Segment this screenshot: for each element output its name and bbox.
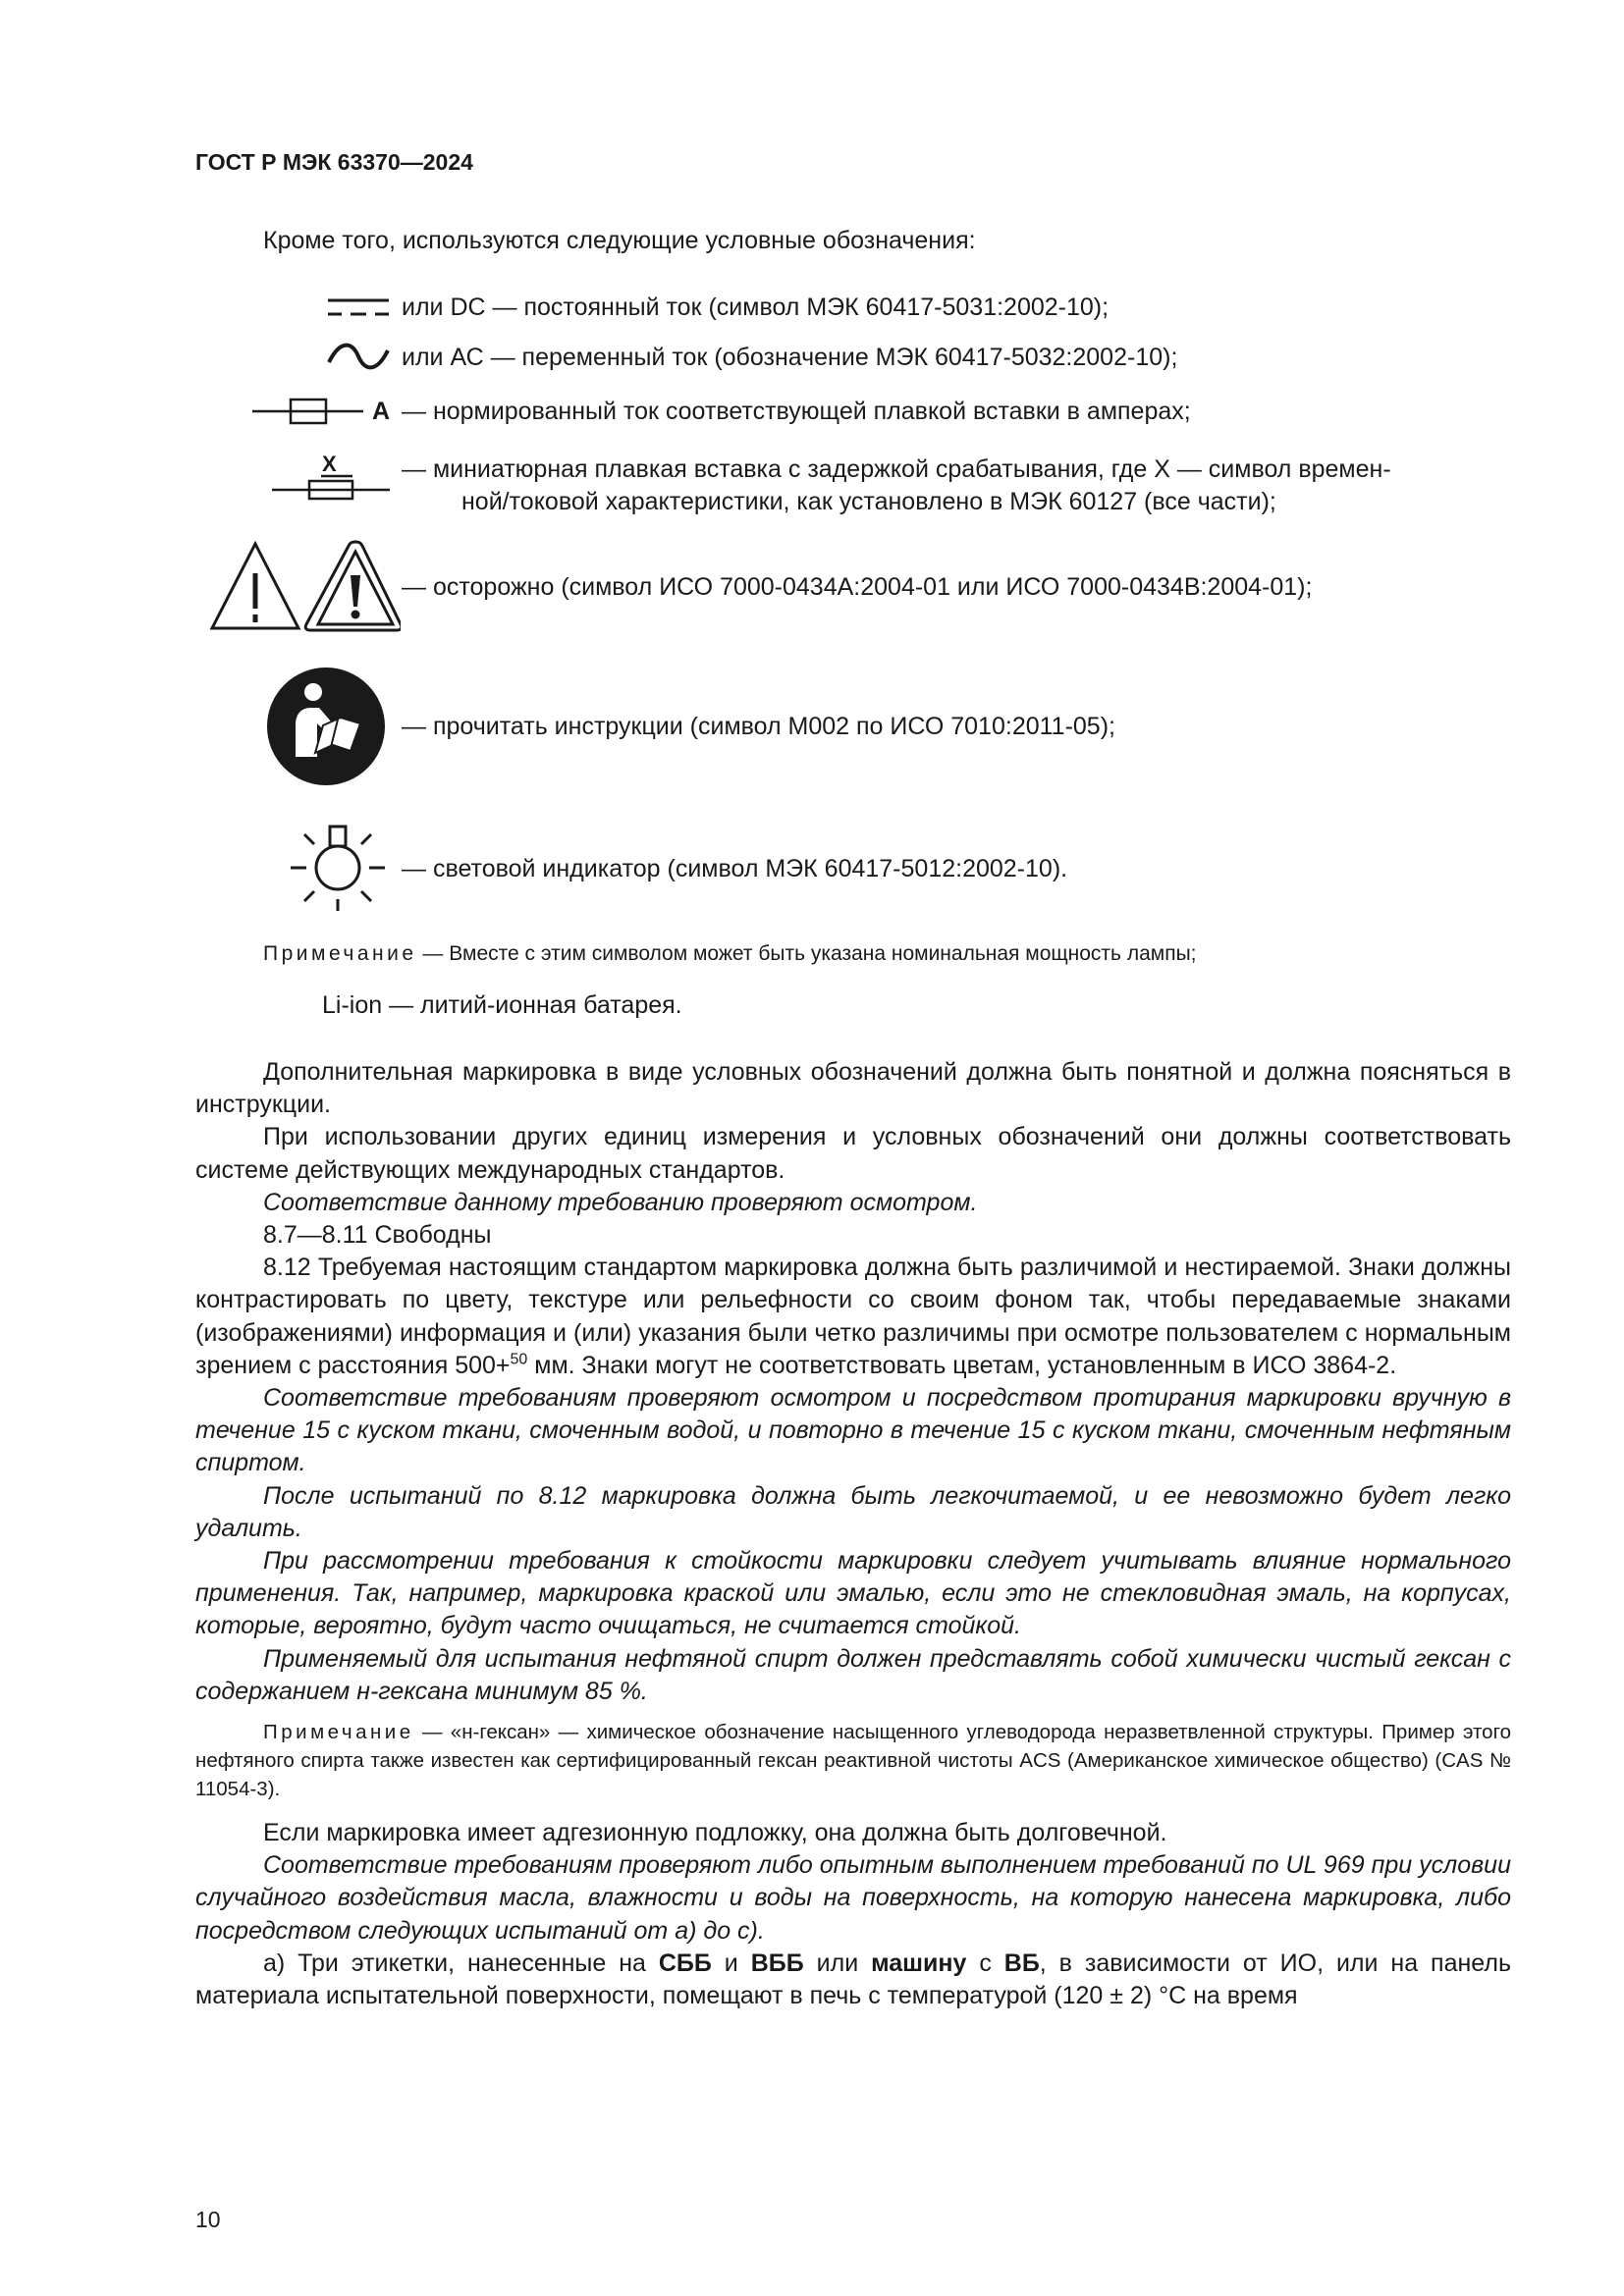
liion-description: Li-ion — литий-ионная батарея. bbox=[322, 991, 682, 1019]
caution-description: — осторожно (символ ИСО 7000-0434А:2004-01 или ИСО 7000-0434В:2004-01); bbox=[402, 573, 1313, 601]
note-text: — Вместе с этим символом может быть указана номинальная мощность лампы; bbox=[416, 942, 1197, 965]
ac-description: или АС — переменный ток (обозначение МЭК 60417-5032:2002-10); bbox=[402, 344, 1178, 371]
term-bold: СББ bbox=[658, 1949, 712, 1977]
note-label: Примечание bbox=[263, 1721, 414, 1744]
paragraph-italic: При рассмотрении требования к стойкости маркировки следует учитывать влияние нормального применения. Так, например, маркировка краской или эмалью, если это не стекловидная эмаль, на корпусах, которые, вероятно, будут часто очищаться, не считается стойкой. bbox=[195, 1547, 1511, 1640]
paragraph-list-a bbox=[195, 1948, 1511, 2012]
text-run: а) Три этикетки, нанесенные на bbox=[263, 1949, 659, 1977]
text-run: или bbox=[803, 1949, 872, 1977]
minifuse-line2: ной/токовой характеристики, как установлено в МЭК 60127 (все части); bbox=[461, 488, 1276, 515]
term-bold: машину bbox=[871, 1949, 967, 1977]
paragraph: Дополнительная маркировка в виде условных обозначений должна быть понятной и должна поясняться в инструкции. bbox=[195, 1058, 1511, 1119]
paragraph-italic: После испытаний по 8.12 маркировка должна быть легкочитаемой, и ее невозможно будет легко удалить. bbox=[195, 1481, 1511, 1542]
minifuse-letter: X bbox=[322, 452, 337, 476]
tolerance-superscript: 50 bbox=[510, 1351, 528, 1368]
note-text: — «н-гексан» — химическое обозначение насыщенного углеводорода неразветвленной структуры. Пример этого нефтяного спирта также известен как сертифицированный гексан реактивной чистоты ACS (Американское химическое общество) (CAS № 11054-3). bbox=[195, 1721, 1511, 1801]
paragraph-italic: Соответствие данному требованию проверяют осмотром. bbox=[263, 1188, 978, 1216]
paragraph: При использовании других единиц измерения и условных обозначений они должны соответствовать системе действующих международных стандартов. bbox=[195, 1123, 1511, 1184]
read-instructions-description: — прочитать инструкции (символ М002 по ИСО 7010:2011-05); bbox=[402, 713, 1115, 740]
paragraph-8-12 bbox=[195, 1252, 1511, 1382]
fuse-letter: A bbox=[372, 398, 391, 425]
minifuse-description bbox=[402, 454, 1521, 518]
ac-icon bbox=[326, 343, 391, 370]
lamp-indicator-icon bbox=[287, 819, 389, 913]
document-header: ГОСТ Р МЭК 63370—2024 bbox=[195, 149, 473, 175]
note-hexane bbox=[195, 1718, 1511, 1803]
term-bold: ВББ bbox=[750, 1949, 804, 1977]
dc-description: или DC — постоянный ток (символ МЭК 60417-5031:2002-10); bbox=[402, 294, 1110, 321]
minifuse-line1: — миниатюрная плавкая вставка с задержкой срабатывания, где X — символ времен- bbox=[402, 455, 1391, 483]
dc-icon bbox=[326, 294, 391, 320]
paragraph-italic: Применяемый для испытания нефтяной спирт должен представлять собой химически чистый гексан с содержанием н-гексана минимум 85 %. bbox=[195, 1644, 1511, 1705]
read-instructions-icon bbox=[266, 667, 386, 786]
lamp-description: — световой индикатор (символ МЭК 60417-5012:2002-10). bbox=[402, 855, 1068, 882]
note-label: Примечание bbox=[263, 942, 417, 965]
note-lamp bbox=[263, 942, 1197, 966]
body-text bbox=[195, 1056, 1511, 2012]
miniature-fuse-icon bbox=[270, 473, 392, 507]
paragraph-italic: Соответствие требованиям проверяют осмотром и посредством протирания маркировки вручную в течение 15 с куском ткани, смоченным водой, и повторно в течение 15 с куском ткани, смоченным нефтяным спиртом. bbox=[195, 1384, 1511, 1477]
fuse-icon bbox=[250, 395, 368, 428]
text-run: с bbox=[966, 1949, 1004, 1977]
fuse-description: — нормированный ток соответствующей плавкой вставки в амперах; bbox=[402, 398, 1191, 425]
text-run: и bbox=[711, 1949, 751, 1977]
term-bold: ВБ bbox=[1003, 1949, 1040, 1977]
symbols-intro: Кроме того, используются следующие условные обозначения: bbox=[263, 227, 976, 254]
paragraph: 8.7—8.11 Свободны bbox=[263, 1221, 492, 1250]
paragraph-8-12-part2: мм. Знаки могут не соответствовать цветам, установленным в ИСО 3864-2. bbox=[527, 1351, 1397, 1379]
page-number: 10 bbox=[195, 2207, 221, 2232]
caution-warning-icon bbox=[208, 538, 401, 634]
paragraph-8-12-part1: 8.12 Требуемая настоящим стандартом маркировка должна быть различимой и нестираемой. Знаки должны контрастировать по цвету, текстуре или рельефности со своим фоном так, чтобы передаваемые знаками (изображениями) информация и (или) указания были четко различимы при осмотре пользователем с нормальным зрением с расстояния 500+ bbox=[195, 1254, 1511, 1379]
paragraph: Если маркировка имеет адгезионную подложку, она должна быть долговечной. bbox=[263, 1819, 1167, 1847]
paragraph-italic: Соответствие требованиям проверяют либо опытным выполнением требований по UL 969 при условии случайного воздействия масла, влажности и воды на поверхность, на которую нанесена маркировка, либо посредством следующих испытаний от а) до с). bbox=[195, 1851, 1511, 1945]
text-run: , в зависимости от ИО, или на панель материала испытательной поверхности, помещают в печь с температурой (120 ± 2) °С на время bbox=[195, 1949, 1511, 2010]
